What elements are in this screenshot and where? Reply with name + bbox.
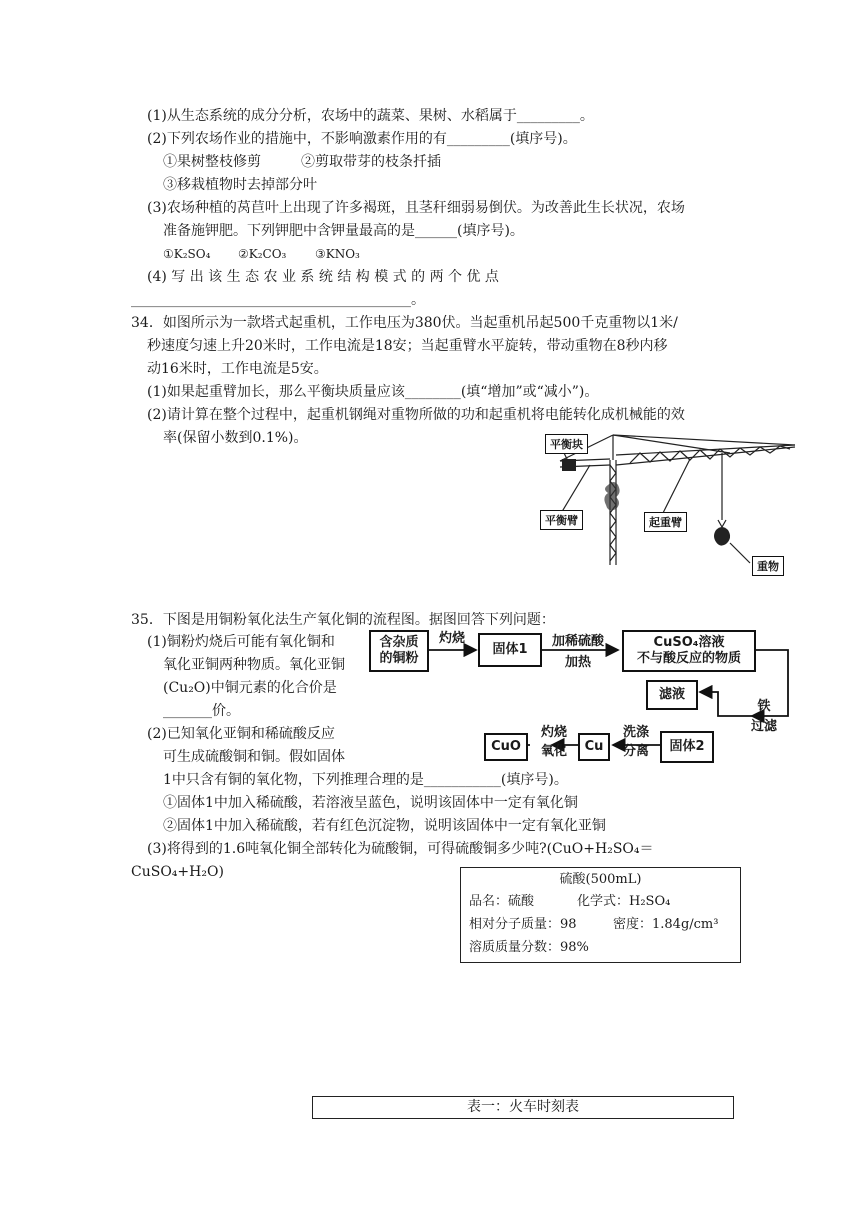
q33-part4-line2: ________________________________________。 (131, 292, 425, 308)
q35-part1-line3: (Cu₂O)中铜元素的化合价是 (163, 680, 337, 696)
flow-box-impure-copper-l1: 含杂质 (379, 635, 419, 650)
flow-box-cu: Cu (578, 733, 610, 761)
acid-label-mass-fraction: 溶质质量分数：98% (469, 940, 589, 955)
flow-box-impure-copper (369, 630, 429, 672)
q34-stem-line3: 动16米时，工作电流是5安。 (147, 361, 328, 377)
flow-box-mixture-l1: CuSO₄溶液 (653, 635, 725, 650)
q35-part2-line2: 可生成硫酸铜和铜。假如固体 (163, 749, 345, 765)
flow-arrow-label-wash: 洗涤 (622, 725, 649, 740)
q33-part2-option1: ①果树整枝修剪 (163, 154, 261, 170)
flow-box-cuo: CuO (484, 733, 528, 761)
q33-part2-option3: ③移栽植物时去掉部分叶 (163, 177, 317, 193)
q34-part1: (1)如果起重臂加长，那么平衡块质量应该________(填“增加”或“减小”)。 (147, 384, 599, 400)
acid-label-formula: 化学式：H₂SO₄ (577, 894, 671, 909)
q33-part4-line1: (4) 写 出 该 生 态 农 业 系 统 结 构 模 式 的 两 个 优 点 (147, 269, 499, 285)
q35-part3-line1: (3)将得到的1.6吨氧化铜全部转化为硫酸铜，可得硫酸铜多少吨?(CuO+H₂SO₄＝ (147, 841, 654, 857)
q35-part3-line2: CuSO₄+H₂O) (131, 864, 224, 880)
train-timetable-caption-box (312, 1096, 734, 1119)
flow-arrow-label-acid: 加稀硫酸 (551, 634, 604, 649)
q33-part3-option1: ①K₂SO₄ (163, 247, 211, 261)
flow-arrow-label-heat: 加热 (564, 655, 591, 670)
q35-part2-line1: (2)已知氧化亚铜和稀硫酸反应 (147, 726, 335, 742)
flow-box-mixture (622, 630, 756, 672)
q35-part1-line2: 氧化亚铜两种物质。氧化亚铜 (163, 657, 345, 673)
flow-arrow-label-iron: 铁 (757, 699, 771, 714)
q35-part1-line1: (1)铜粉灼烧后可能有氧化铜和 (147, 634, 335, 650)
train-timetable-caption: 表一：火车时刻表 (467, 1099, 579, 1115)
acid-label-density: 密度：1.84g/cm³ (613, 917, 719, 932)
q34-part2-line1: (2)请计算在整个过程中，起重机钢绳对重物所做的功和起重机将电能转化成机械能的效 (147, 407, 685, 423)
q35-stem: 35．下图是用铜粉氧化法生产氧化铜的流程图。据图回答下列问题： (131, 612, 555, 628)
q34-part2-line2: 率(保留小数到0.1%)。 (163, 430, 308, 446)
flow-arrow-label-filter: 过滤 (750, 719, 777, 734)
acid-label-title: 硫酸(500mL) (559, 872, 642, 887)
q35-part2-line3: 1中只含有铜的氧化物，下列推理合理的是___________(填序号)。 (163, 772, 568, 788)
flow-arrow-label-separate: 分离 (622, 744, 649, 759)
q33-part3-line2: 准备施钾肥。下列钾肥中含钾量最高的是______(填序号)。 (163, 223, 524, 239)
flow-box-mixture-l2: 不与酸反应的物质 (636, 651, 741, 666)
acid-label-molecular-weight: 相对分子质量：98 (469, 917, 577, 932)
q33-part2: (2)下列农场作业的措施中，不影响激素作用的有_________(填序号)。 (147, 131, 577, 147)
q34-stem-line2: 秒速度匀速上升20米时，工作电流是18安；当起重臂水平旋转，带动重物在8秒内移 (147, 338, 668, 354)
crane-label-balance-arm: 平衡臂 (540, 510, 583, 530)
crane-label-jib: 起重臂 (644, 512, 687, 532)
flow-box-impure-copper-l2: 的铜粉 (379, 651, 419, 666)
crane-label-load: 重物 (752, 556, 784, 576)
crane-label-counterweight: 平衡块 (545, 434, 588, 454)
acid-label-name: 品名：硫酸 (469, 894, 535, 909)
q33-part3-line1: (3)农场种植的莴苣叶上出现了许多褐斑，且茎秆细弱易倒伏。为改善此生长状况，农场 (147, 200, 685, 216)
q35-part2-option1: ①固体1中加入稀硫酸，若溶液呈蓝色，说明该固体中一定有氧化铜 (163, 795, 578, 811)
q33-part3-option2: ②K₂CO₃ (238, 247, 287, 261)
q35-part2-option2: ②固体1中加入稀硫酸，若有红色沉淀物，说明该固体中一定有氧化亚铜 (163, 818, 606, 834)
q33-part2-option2: ②剪取带芽的枝条扦插 (301, 154, 441, 170)
flow-box-solid1: 固体1 (478, 633, 542, 667)
flow-arrow-label-roast2: 灼烧 (540, 725, 567, 740)
flow-arrow-label-roast: 灼烧 (438, 631, 465, 646)
acid-reagent-label (460, 867, 741, 963)
flow-box-solid2: 固体2 (660, 731, 714, 763)
flow-arrow-label-oxidize: 氧化 (540, 744, 567, 759)
q34-stem-line1: 34．如图所示为一款塔式起重机，工作电压为380伏。当起重机吊起500千克重物以1米/ (131, 315, 678, 331)
flow-box-filtrate: 滤液 (646, 680, 698, 710)
q35-part1-line4: _______价。 (163, 703, 240, 719)
q33-part3-option3: ③KNO₃ (315, 247, 360, 261)
q33-part1: (1)从生态系统的成分分析，农场中的蔬菜、果树、水稻属于_________。 (147, 108, 594, 124)
